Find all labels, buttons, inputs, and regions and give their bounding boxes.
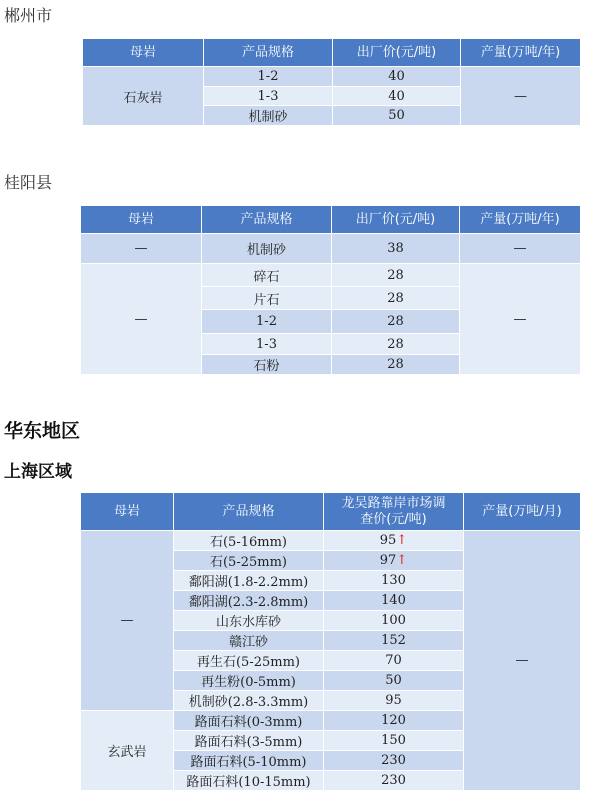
price-cell: 152 [324,631,464,651]
table-header-row [83,39,581,67]
price-cell: 28 [332,334,460,355]
spec-cell: 路面石料(0-3mm) [174,711,324,731]
header-spec: 产品规格 [202,206,332,234]
spec-cell: 路面石料(3-5mm) [174,731,324,751]
price-cell [324,551,464,571]
price-cell: 40 [333,67,461,87]
spec-cell: 再生石(5-25mm) [174,651,324,671]
header-mother-rock: 母岩 [81,493,174,531]
price-cell: 40 [333,87,461,106]
header-mother-rock: 母岩 [83,39,204,67]
header-spec: 产品规格 [204,39,333,67]
spec-cell: 1-2 [202,310,332,334]
output-cell: — [461,67,581,126]
output-cell: — [460,234,581,264]
mother-rock-cell: — [81,234,202,264]
header-price: 出厂价(元/吨) [333,39,461,67]
output-cell: — [464,531,581,791]
table-row [81,531,581,551]
spec-cell: 鄱阳湖(1.8-2.2mm) [174,571,324,591]
table-row [83,67,581,87]
spec-cell: 石(5-16mm) [174,531,324,551]
mother-rock-cell: — [81,264,202,375]
price-up-arrow-icon: ↑ [396,553,408,568]
guiyang-price-table [80,205,581,375]
price-cell: 130 [324,571,464,591]
price-cell: 150 [324,731,464,751]
spec-cell: 赣江砂 [174,631,324,651]
spec-cell: 1-2 [204,67,333,87]
spec-cell: 机制砂 [202,234,332,264]
spec-cell: 石粉 [202,355,332,375]
price-cell: 70 [324,651,464,671]
mother-rock-cell: 玄武岩 [81,711,174,791]
price-cell: 120 [324,711,464,731]
price-cell [324,531,464,551]
spec-cell: 机制砂 [204,106,333,126]
spec-cell: 1-3 [202,334,332,355]
header-spec: 产品规格 [174,493,324,531]
section-heading-shanghai: 上海区域 [4,462,72,482]
spec-cell: 路面石料(10-15mm) [174,771,324,791]
price-cell: 95 [324,691,464,711]
price-cell: 140 [324,591,464,611]
header-mother-rock: 母岩 [81,206,202,234]
table-row [81,234,581,264]
price-up-arrow-icon: ↑ [396,533,408,548]
output-cell: — [460,264,581,375]
header-output: 产量(万吨/月) [464,493,581,531]
region-title-chenzhou: 郴州市 [4,6,53,25]
header-price: 龙吴路靠岸市场调查价(元/吨) [324,493,464,531]
price-cell: 50 [333,106,461,126]
header-price: 出厂价(元/吨) [332,206,460,234]
table-row [81,264,581,287]
table-header-row [81,493,581,531]
price-value: 95 [379,533,397,548]
price-cell: 28 [332,287,460,310]
price-cell: 38 [332,234,460,264]
section-heading-east-china: 华东地区 [4,420,81,442]
price-value: 97 [379,553,397,568]
table-header-row [81,206,581,234]
mother-rock-cell: — [81,531,174,711]
price-cell: 28 [332,355,460,375]
header-output: 产量(万吨/年) [461,39,581,67]
spec-cell: 片石 [202,287,332,310]
spec-cell: 山东水库砂 [174,611,324,631]
price-cell: 230 [324,751,464,771]
price-cell: 28 [332,310,460,334]
header-output: 产量(万吨/年) [460,206,581,234]
region-title-guiyang: 桂阳县 [4,173,53,192]
spec-cell: 碎石 [202,264,332,287]
price-cell: 100 [324,611,464,631]
spec-cell: 再生粉(0-5mm) [174,671,324,691]
shanghai-price-table [80,492,581,791]
spec-cell: 机制砂(2.8-3.3mm) [174,691,324,711]
price-cell: 230 [324,771,464,791]
spec-cell: 路面石料(5-10mm) [174,751,324,771]
spec-cell: 1-3 [204,87,333,106]
price-cell: 28 [332,264,460,287]
mother-rock-cell: 石灰岩 [83,67,204,126]
chenzhou-price-table [82,38,581,126]
price-cell: 50 [324,671,464,691]
spec-cell: 石(5-25mm) [174,551,324,571]
spec-cell: 鄱阳湖(2.3-2.8mm) [174,591,324,611]
